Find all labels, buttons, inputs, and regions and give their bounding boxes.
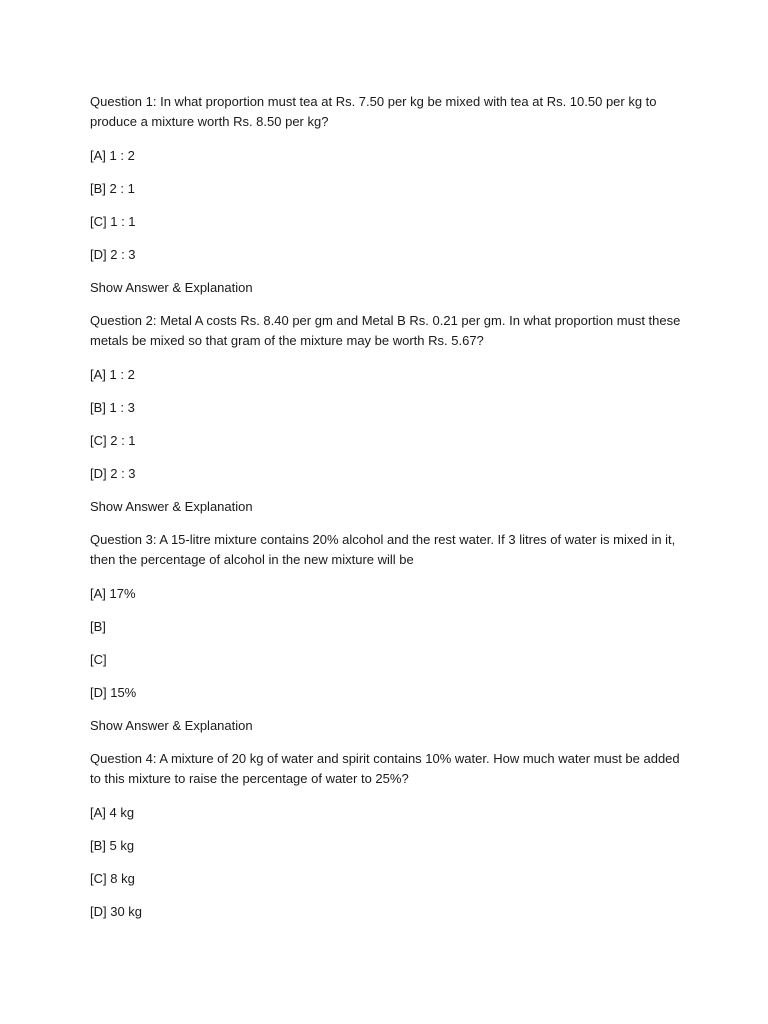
option-b: [B] 1 : 3: [90, 400, 135, 415]
option-c: [C] 1 : 1: [90, 214, 136, 229]
show-answer-link[interactable]: Show Answer & Explanation: [90, 499, 253, 514]
option-b: [B]: [90, 619, 106, 634]
question-text: Question 4: A mixture of 20 kg of water and spirit contains 10% water. How much water must be added to this mixture to raise the percentage of water to 25%?: [90, 751, 680, 786]
question-text: Question 1: In what proportion must tea at Rs. 7.50 per kg be mixed with tea at Rs. 10.50 per kg to produce a mixture worth Rs. 8.50 per kg?: [90, 94, 657, 129]
option-d: [D] 2 : 3: [90, 247, 136, 262]
option-a: [A] 1 : 2: [90, 367, 135, 382]
option-d: [D] 15%: [90, 685, 137, 700]
show-answer-link[interactable]: Show Answer & Explanation: [90, 280, 253, 295]
show-answer-link[interactable]: Show Answer & Explanation: [90, 718, 253, 733]
question-block-3: [90, 530, 688, 736]
option-a: [A] 1 : 2: [90, 148, 135, 163]
option-c: [C]: [90, 652, 107, 667]
option-c: [C] 2 : 1: [90, 433, 136, 448]
option-b: [B] 2 : 1: [90, 181, 135, 196]
question-text: Question 3: A 15-litre mixture contains 20% alcohol and the rest water. If 3 litres of water is mixed in it, then the percentage of alcohol in the new mixture will be: [90, 532, 676, 567]
option-d: [D] 2 : 3: [90, 466, 136, 481]
option-b: [B] 5 kg: [90, 838, 135, 853]
question-block-2: [90, 311, 688, 517]
option-c: [C] 8 kg: [90, 871, 135, 886]
question-block-1: [90, 92, 688, 298]
question-block-4: [90, 749, 688, 922]
question-text: Question 2: Metal A costs Rs. 8.40 per gm and Metal B Rs. 0.21 per gm. In what proportion must these metals be mixed so that gram of the mixture may be worth Rs. 5.67?: [90, 313, 681, 348]
option-d: [D] 30 kg: [90, 904, 143, 919]
option-a: [A] 4 kg: [90, 805, 135, 820]
option-a: [A] 17%: [90, 586, 136, 601]
